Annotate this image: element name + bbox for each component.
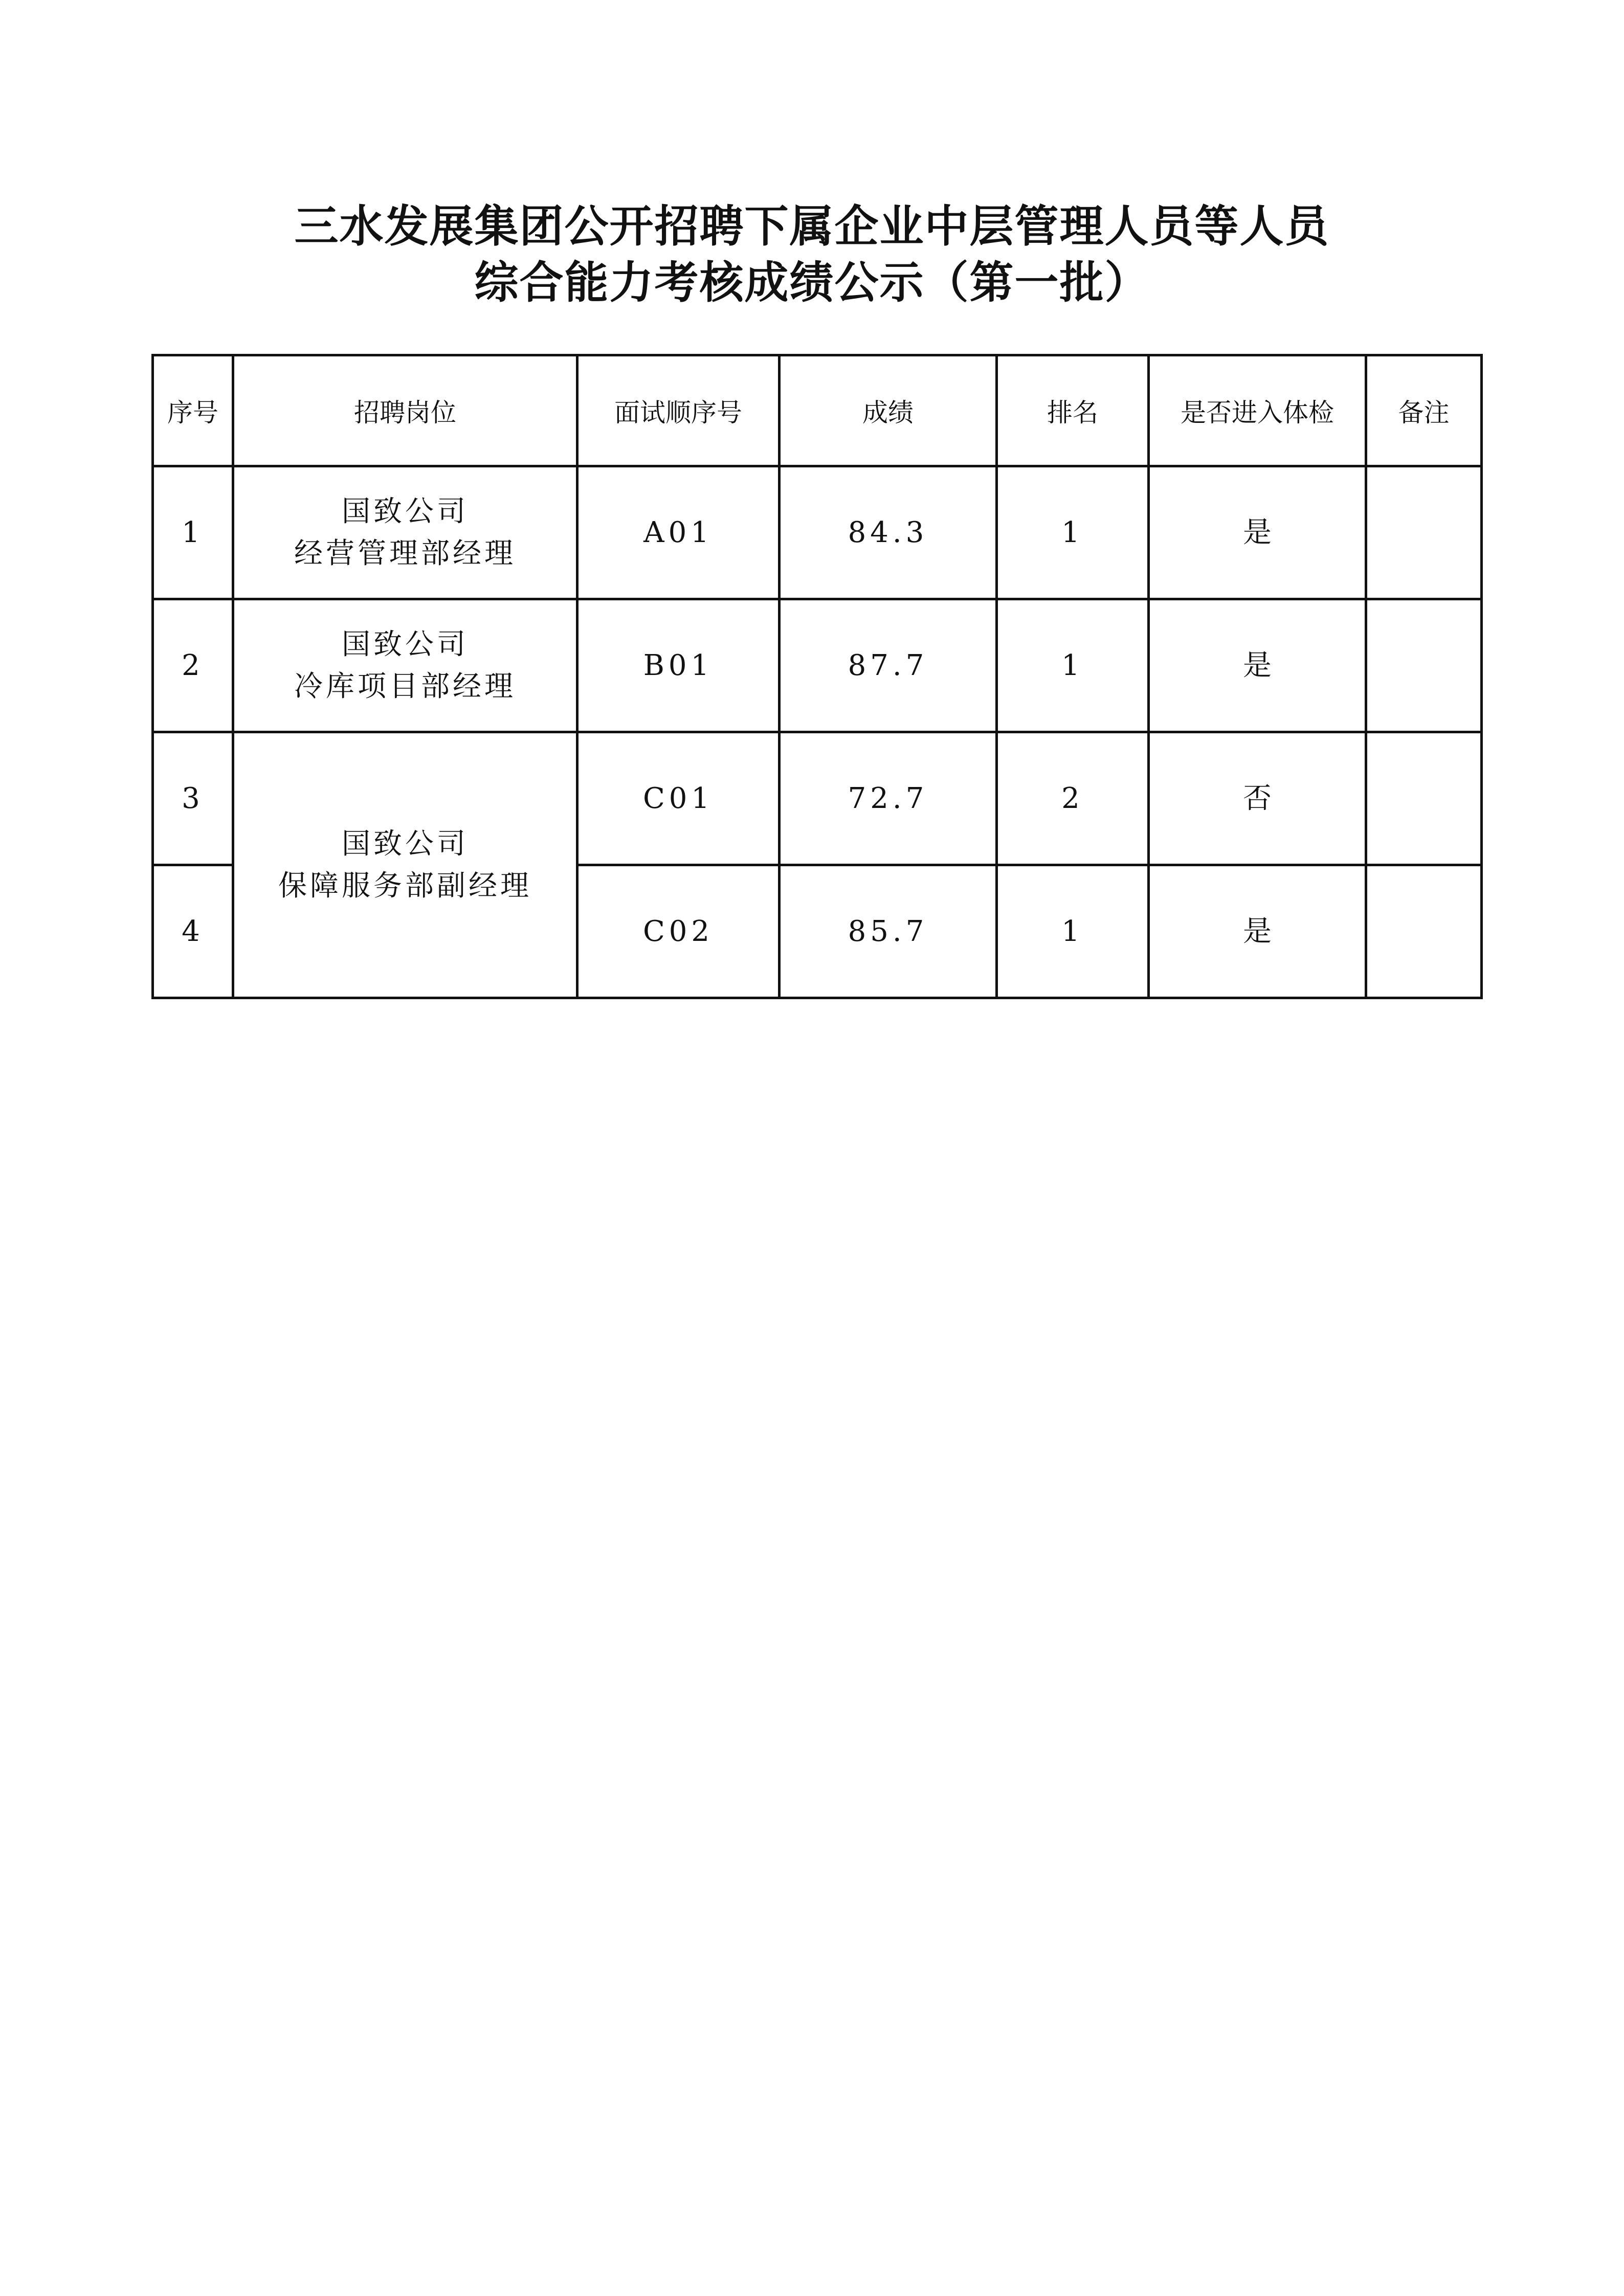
header-no: 序号 — [153, 355, 233, 466]
position-cell — [233, 466, 577, 599]
interview-order: C02 — [577, 865, 780, 998]
medical-exam: 是 — [1149, 466, 1366, 599]
score: 87.7 — [780, 599, 997, 732]
medical-exam: 是 — [1149, 865, 1366, 998]
header-remark: 备注 — [1366, 355, 1482, 466]
row-no: 2 — [153, 599, 233, 732]
score: 84.3 — [780, 466, 997, 599]
score: 85.7 — [780, 865, 997, 998]
page-title-line-1: 三水发展集团公开招聘下属企业中层管理人员等人员 — [294, 200, 1330, 252]
rank: 1 — [997, 466, 1149, 599]
position-company: 国致公司 — [342, 627, 469, 661]
row-no: 4 — [153, 865, 233, 998]
table-row — [153, 466, 1482, 599]
position-cell — [233, 599, 577, 732]
table-row — [153, 732, 1482, 865]
header-interview-order: 面试顺序号 — [577, 355, 780, 466]
header-score: 成绩 — [780, 355, 997, 466]
row-no: 3 — [153, 732, 233, 865]
position-cell — [233, 732, 577, 998]
rank: 2 — [997, 732, 1149, 865]
position-company: 国致公司 — [342, 827, 469, 861]
row-no: 1 — [153, 466, 233, 599]
table-row — [153, 599, 1482, 732]
rank: 1 — [997, 599, 1149, 732]
interview-order: C01 — [577, 732, 780, 865]
header-medical-exam: 是否进入体检 — [1149, 355, 1366, 466]
rank: 1 — [997, 865, 1149, 998]
position-role: 冷库项目部经理 — [294, 669, 516, 703]
results-table — [151, 354, 1483, 999]
page-title-line-2: 综合能力考核成绩公示（第一批） — [474, 257, 1150, 308]
position-company: 国致公司 — [342, 494, 469, 528]
medical-exam: 否 — [1149, 732, 1366, 865]
position-role: 保障服务部副经理 — [278, 869, 532, 903]
header-rank: 排名 — [997, 355, 1149, 466]
remark — [1366, 466, 1482, 599]
header-row — [153, 355, 1482, 466]
position-role: 经营管理部经理 — [294, 536, 516, 570]
remark — [1366, 599, 1482, 732]
header-position: 招聘岗位 — [233, 355, 577, 466]
remark — [1366, 865, 1482, 998]
remark — [1366, 732, 1482, 865]
score: 72.7 — [780, 732, 997, 865]
interview-order: A01 — [577, 466, 780, 599]
medical-exam: 是 — [1149, 599, 1366, 732]
interview-order: B01 — [577, 599, 780, 732]
